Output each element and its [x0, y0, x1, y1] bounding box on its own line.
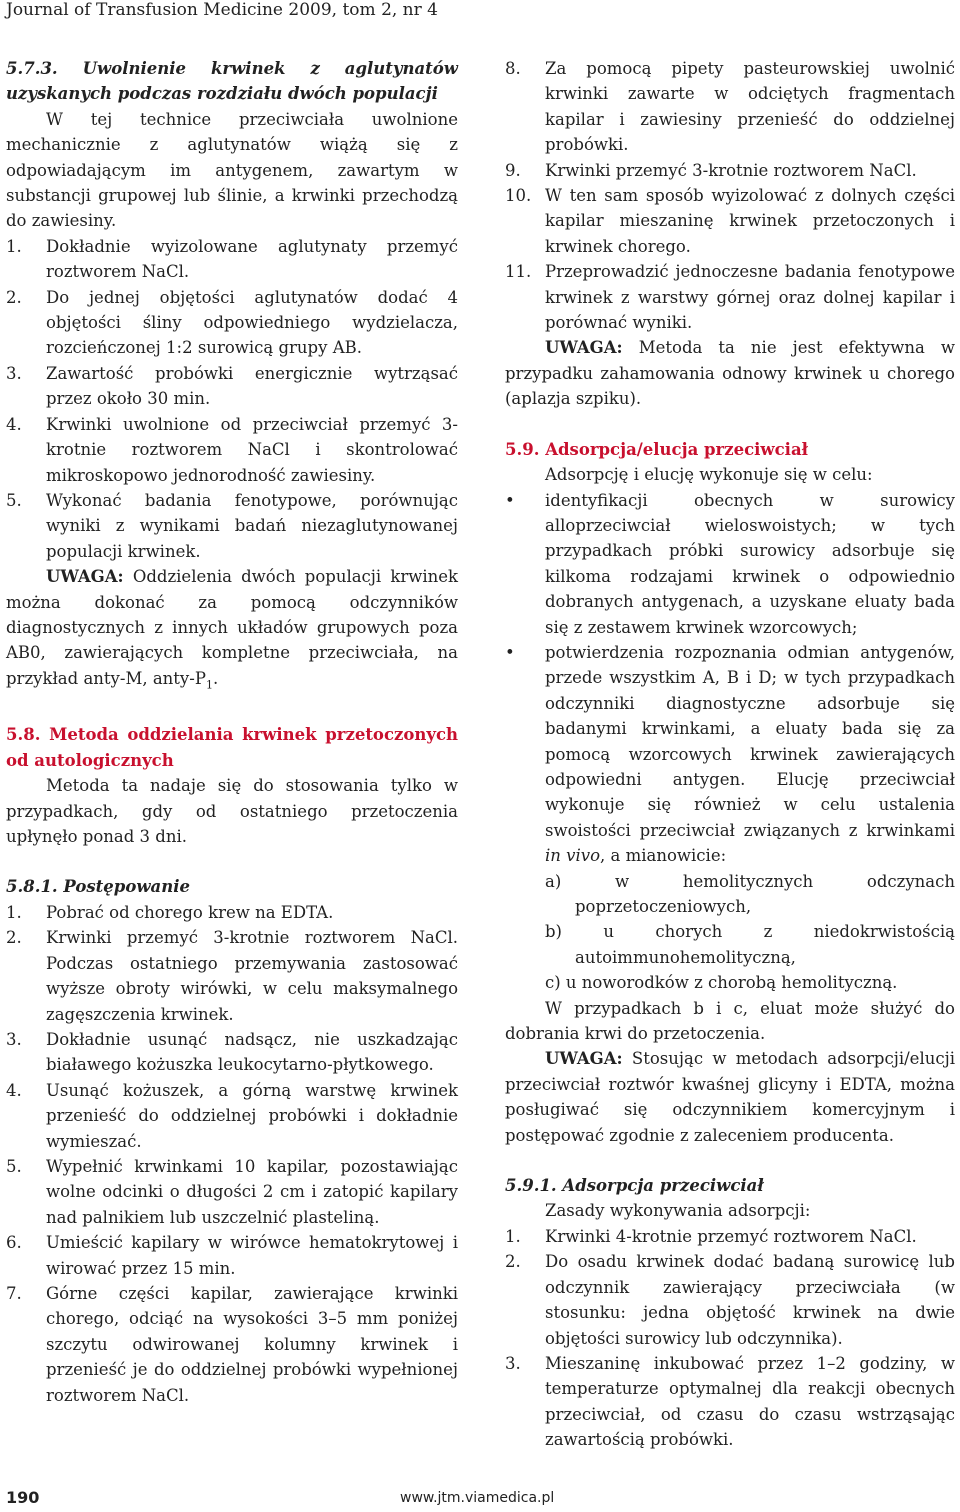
section-5-7-3-list — [6, 234, 458, 564]
list-item-number: 5. — [6, 1156, 22, 1176]
journal-header: Journal of Transfusion Medicine 2009, tom 2, nr 4 — [6, 0, 438, 20]
sub-item: a) w hemolitycznych odczynach poprzetoczeniowych, — [545, 871, 955, 916]
list-item — [6, 1078, 458, 1154]
list-item-text: Umieścić kapilary w wirówce hematokrytowej i wirować przez 15 min. — [46, 1233, 458, 1278]
section-5-9-title: 5.9. Adsorpcja/elucja przeciwciał — [505, 439, 808, 459]
list-item-number: 5. — [6, 490, 22, 510]
section-5-8-1-list — [6, 900, 458, 1408]
section-5-7-3-title: 5.7.3. Uwolnienie krwinek z aglutynatów uzyskanych podczas rozdziału dwóch populacji — [6, 59, 458, 104]
list-item-text: Mieszaninę inkubować przez 1–2 godziny, w temperaturze optymalnej dla reakcji obecnych przeciwciał, od czasu do czasu wstrząsając zawartością probówki. — [545, 1353, 955, 1450]
uwaga-note-2: UWAGA: Metoda ta nie jest efektywna w przypadku zahamowania odnowy krwinek u chorego (aplazja szpiku). — [505, 338, 956, 409]
list-item — [505, 259, 955, 335]
list-item-number: 8. — [505, 59, 521, 78]
list-item — [505, 183, 955, 259]
list-item-number: 11. — [505, 262, 532, 282]
sub-item: b) u chorych z niedokrwistością autoimmunohemolityczną, — [545, 922, 955, 967]
list-item-text: Pobrać od chorego krew na EDTA. — [46, 902, 334, 922]
list-item-number: 1. — [6, 902, 22, 922]
list-item — [505, 1351, 955, 1453]
list-item-text: Krwinki uwolnione od przeciwciał przemyć 3-krotnie roztworem NaCl i skontrolować mikroskopowo jednorodność zawiesiny. — [46, 414, 458, 485]
list-item — [6, 361, 458, 412]
list-item-text: Krwinki przemyć 3-krotnie roztworem NaCl. — [545, 160, 917, 180]
list-item-number: 2. — [505, 1252, 521, 1272]
list-item — [6, 1281, 458, 1408]
list-item-number: 3. — [6, 1029, 22, 1049]
sub-item: c) u noworodków z chorobą hemolityczną. — [545, 973, 898, 993]
list-item-number: 4. — [6, 1080, 22, 1100]
list-item — [6, 925, 458, 1027]
list-item-number: 3. — [505, 1353, 521, 1373]
list-item-text: Dokładnie usunąć nadsącz, nie uszkadzając białawego kożuszka leukocytarno-płytkowego. — [46, 1029, 458, 1075]
list-item — [6, 900, 458, 925]
right-column — [505, 56, 955, 1453]
list-item-number: 3. — [6, 363, 22, 383]
list-item — [505, 56, 955, 158]
list-item-number: 6. — [6, 1233, 22, 1253]
list-item-text: Krwinki przemyć 3-krotnie roztworem NaCl. Podczas ostatniego przemywania zastosować wyższe obroty wirówki, w celu maksymalnego zagęszczenia krwinek. — [46, 928, 458, 1024]
list-item — [6, 234, 458, 285]
list-item — [6, 1154, 458, 1230]
section-5-9-intro: Adsorpcję i elucję wykonuje się w celu: — [545, 465, 873, 485]
section-5-7-3-intro: W tej technice przeciwciała uwolnione mechanicznie z aglutynatów wiążą się z odpowiadającym im antygenem, zawartym w substancji grupowej lub ślinie, a krwinki przechodzą do zawiesiny. — [6, 109, 458, 231]
uwaga-note-3: UWAGA: Stosując w metodach adsorpcji/elucji przeciwciał roztwór kwaśnej glicyny i EDTA, można posługiwać się odczynnikiem komercyjnym i postępować zgodnie z zaleceniem producenta. — [505, 1049, 955, 1145]
list-item — [505, 1249, 955, 1351]
bullet-item: • potwierdzenia rozpoznania odmian antygenów, przede wszystkim A, B i D; w tych przypadkach odczynniki diagnostyczne adsorbuje się badanymi krwinkami, a eluaty bada się za pomocą wzorcowych krwinek zawierających odpowiedni antygen. Elucję przeciwciał wykonuje się również w celu ustalenia swoistości przeciwciał związanych z krwinkami in vivo, a mianowicie: — [505, 642, 955, 866]
list-item — [6, 1027, 458, 1078]
left-column — [6, 56, 458, 1408]
list-item-text: Do osadu krwinek dodać badaną surowicę lub odczynnik zawierający przeciwciała (w stosunku: jedna objętość krwinek na dwie objętości surowicy lub odczynnika). — [545, 1252, 955, 1348]
list-item-text: Dokładnie wyizolowane aglutynaty przemyć roztworem NaCl. — [46, 236, 458, 282]
list-item — [6, 285, 458, 361]
procedure-list-continued — [505, 56, 955, 335]
list-item-text: Krwinki 4-krotnie przemyć roztworem NaCl. — [545, 1226, 917, 1246]
list-item-text: Za pomocą pipety pasteurowskiej uwolnić krwinki zawarte w odciętych fragmentach kapilar i zawiesiny przenieść do oddzielnej probówki. — [545, 59, 955, 155]
list-item-text: Do jednej objętości aglutynatów dodać 4 objętości śliny odpowiedniego wydzielacza, rozcieńczonej 1:2 surowicą grupy AB. — [46, 287, 458, 358]
section-5-8-title: 5.8. Metoda oddzielania krwinek przetoczonych od autologicznych — [6, 725, 458, 770]
list-item — [6, 1230, 458, 1281]
list-item-text: Przeprowadzić jednoczesne badania fenotypowe krwinek z warstwy górnej oraz dolnej kapilar i porównać wyniki. — [545, 262, 955, 333]
list-item-number: 10. — [505, 186, 532, 206]
list-item-text: Górne części kapilar, zawierające krwinki chorego, odciąć na wysokości 3–5 mm poniżej szczytu odwirowanej kolumny krwinek i przenieść je do oddzielnej probówki wypełnionej roztworem NaCl. — [46, 1283, 458, 1405]
section-5-8-1-title: 5.8.1. Postępowanie — [6, 877, 190, 897]
list-item-text: Zawartość probówki energicznie wytrząsać przez około 30 min. — [46, 363, 458, 409]
sub-list — [505, 869, 955, 996]
eluate-note: W przypadkach b i c, eluat może służyć do dobrania krwi do przetoczenia. — [505, 998, 955, 1044]
section-5-9-1-intro: Zasady wykonywania adsorpcji: — [545, 1201, 811, 1221]
list-item-text: Wykonać badania fenotypowe, porównując wyniki z wynikami badań niezaglutynowanej populacji krwinek. — [46, 490, 458, 561]
list-item — [6, 488, 458, 564]
list-item-number: 7. — [6, 1283, 22, 1303]
journal-url: www.jtm.viamedica.pl — [400, 1490, 555, 1506]
list-item — [505, 158, 955, 183]
list-item-number: 1. — [505, 1226, 521, 1246]
bullet-item: • identyfikacji obecnych w surowicy alloprzeciwciał wieloswoistych; w tych przypadkach próbki surowicy adsorbuje się kilkoma rodzajami krwinek o odpowiednio dobranych antygenach, a uzyskane eluaty bada się z zestawem krwinek wzorcowych; — [505, 490, 955, 637]
list-item-text: W ten sam sposób wyizolować z dolnych części kapilar mieszaninę krwinek przetoczonych i krwinek chorego. — [545, 186, 955, 256]
list-item-number: 4. — [6, 414, 22, 434]
list-item — [6, 412, 458, 488]
list-item-number: 9. — [505, 160, 521, 180]
list-item-text: Usunąć kożuszek, a górną warstwę krwinek przenieść do oddzielnej probówki i dokładnie wymieszać. — [46, 1080, 458, 1151]
section-5-9-1-title: 5.9.1. Adsorpcja przeciwciał — [505, 1176, 764, 1196]
uwaga-note-1: UWAGA: Oddzielenia dwóch populacji krwinek można dokonać za pomocą odczynników diagnostycznych z innych układów grupowych poza AB0, zawierających kompletne przeciwciała, na przykład anty-M, anty-$P_1$. — [6, 567, 459, 692]
list-item — [505, 1224, 955, 1249]
section-5-9-1-list — [505, 1224, 955, 1453]
section-5-8-text: Metoda ta nadaje się do stosowania tylko w przypadkach, gdy od ostatniego przetoczenia upłynęło ponad 3 dni. — [6, 776, 458, 847]
list-item-text: Wypełnić krwinkami 10 kapilar, pozostawiając wolne odcinki o długości 2 cm i zatopić kapilary nad palnikiem lub uszczelnić plasteliną. — [46, 1156, 458, 1227]
list-item-number: 2. — [6, 287, 22, 307]
page-number: 190 — [6, 1488, 40, 1507]
list-item-number: 2. — [6, 928, 22, 948]
list-item-number: 1. — [6, 236, 22, 256]
